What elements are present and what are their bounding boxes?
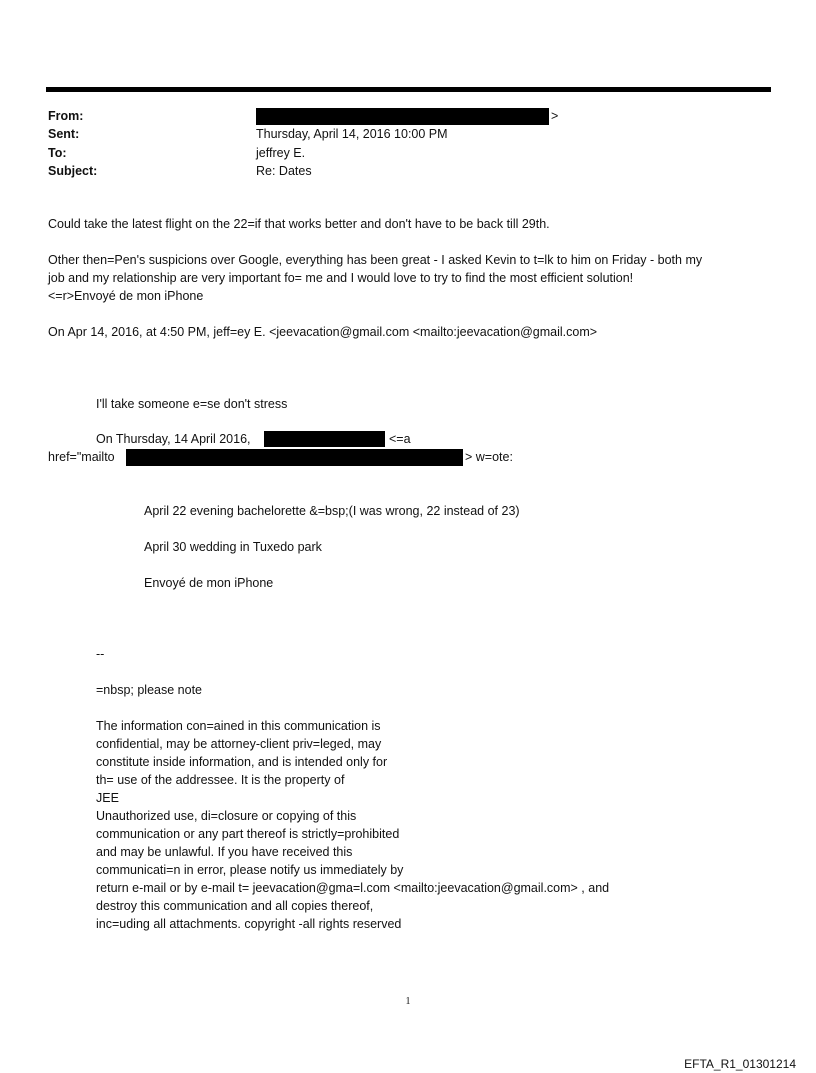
to-label: To:: [48, 146, 67, 160]
body-paragraph-1: Could take the latest flight on the 22=if that works better and don't have to be back till 29th.: [48, 217, 550, 231]
disclaimer-line: inc=uding all attachments. copyright -all rights reserved: [96, 917, 402, 931]
quoted-attribution-end: > w=ote:: [465, 450, 513, 464]
disclaimer-line: The information con=ained in this communication is: [96, 719, 381, 733]
disclaimer-line: and may be unlawful. If you have received this: [96, 845, 353, 859]
quoted-line-signature: Envoyé de mon iPhone: [144, 576, 274, 590]
header-rule: [46, 87, 771, 92]
disclaimer-line: communicati=n in error, please notify us immediately by: [96, 863, 404, 877]
body-paragraph-2-line-3: <=r>Envoyé de mon iPhone: [48, 289, 204, 303]
disclaimer-line: communication or any part thereof is strictly=prohibited: [96, 827, 400, 841]
quoted-line-bachelorette: April 22 evening bachelorette &=bsp;(I was wrong, 22 instead of 23): [144, 504, 520, 518]
subject-value: Re: Dates: [256, 164, 312, 178]
quoted-line-wedding: April 30 wedding in Tuxedo park: [144, 540, 322, 554]
disclaimer-line: constitute inside information, and is intended only for: [96, 755, 388, 769]
redacted-sender: [256, 108, 549, 125]
redacted-email: [126, 449, 463, 466]
quoted-attribution-tag: <=a: [389, 432, 411, 446]
page-number: 1: [405, 996, 411, 1007]
disclaimer-line: Unauthorized use, di=closure or copying of this: [96, 809, 357, 823]
disclaimer-line: confidential, may be attorney-client priv=leged, may: [96, 737, 382, 751]
disclaimer-line: destroy this communication and all copies thereof,: [96, 899, 374, 913]
quoted-attribution-href: href="mailto: [48, 450, 115, 464]
disclaimer-line: JEE: [96, 791, 119, 805]
bates-number: EFTA_R1_01301214: [684, 1057, 796, 1071]
redacted-name: [264, 431, 385, 447]
quoted-attribution-start: On Thursday, 14 April 2016,: [96, 432, 251, 446]
body-paragraph-2-line-2: job and my relationship are very important fo= me and I would love to try to find the most efficient solution!: [48, 271, 634, 285]
from-label: From:: [48, 109, 84, 123]
to-value: jeffrey E.: [256, 146, 306, 160]
subject-label: Subject:: [48, 164, 98, 178]
from-trailing: >: [551, 109, 559, 123]
disclaimer-line: return e-mail or by e-mail t= jeevacation@gma=l.com <mailto:jeevacation@gmail.com> , and: [96, 881, 610, 895]
sent-value: Thursday, April 14, 2016 10:00 PM: [256, 127, 448, 141]
signature-separator: --: [96, 647, 105, 661]
body-paragraph-2-line-1: Other then=Pen's suspicions over Google, everything has been great - I asked Kevin to t=lk to him on Friday - both my: [48, 253, 703, 267]
quoted-line-1: I'll take someone e=se don't stress: [96, 397, 288, 411]
disclaimer-line: th= use of the addressee. It is the property of: [96, 773, 345, 787]
signature-note: =nbsp; please note: [96, 683, 202, 697]
sent-label: Sent:: [48, 127, 80, 141]
reply-attribution: On Apr 14, 2016, at 4:50 PM, jeff=ey E. <jeevacation@gmail.com <mailto:jeevacation@gmail.com>: [48, 325, 598, 339]
